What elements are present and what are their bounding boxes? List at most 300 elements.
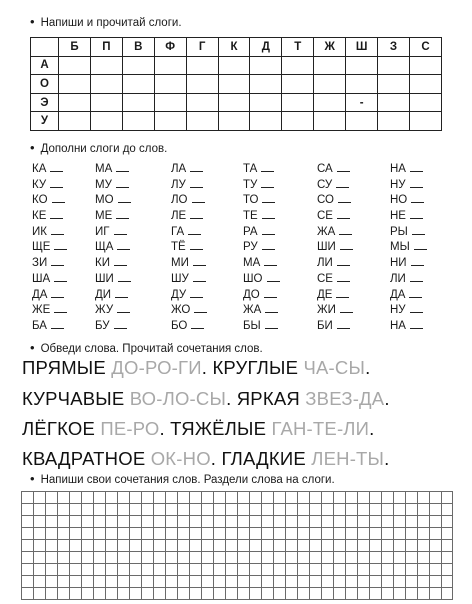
- syllable-column: [171, 162, 207, 335]
- syllable-item: [32, 288, 67, 304]
- answer-blank[interactable]: [114, 225, 127, 235]
- answer-blank[interactable]: [51, 256, 64, 266]
- consonant-header: Д: [250, 38, 282, 57]
- syllable-text: КО: [32, 194, 48, 207]
- syllable-item: [95, 319, 131, 335]
- adjective-word: ТЯЖЁЛЫЕ: [170, 418, 267, 439]
- bullet-icon: •: [30, 340, 35, 355]
- consonant-header: Ш: [346, 38, 378, 57]
- answer-blank[interactable]: [192, 193, 205, 203]
- answer-blank[interactable]: [193, 272, 206, 282]
- syllable-cell[interactable]: [59, 75, 91, 94]
- syllable-cell[interactable]: [314, 93, 346, 112]
- syllable-item: [243, 178, 280, 194]
- syllable-text: РА: [243, 225, 258, 238]
- answer-blank[interactable]: [262, 225, 275, 235]
- syllable-text: НА: [390, 319, 406, 332]
- answer-blank[interactable]: [116, 162, 129, 172]
- sentence-period: .: [201, 357, 208, 378]
- syllable-item: [171, 225, 207, 241]
- syllable-cell[interactable]: [59, 112, 91, 131]
- syllable-cell[interactable]: [218, 75, 250, 94]
- syllable-item: [95, 162, 131, 178]
- syllable-text: МА: [95, 163, 113, 175]
- syllable-text: ДЕ: [317, 288, 333, 301]
- syllable-text: ИГ: [95, 225, 110, 238]
- answer-blank[interactable]: [411, 193, 424, 203]
- syllable-item: [243, 240, 280, 256]
- syllable-cell[interactable]: [59, 56, 91, 75]
- syllable-cell[interactable]: [122, 56, 154, 75]
- syllable-text: КУ: [32, 178, 47, 191]
- syllable-cell[interactable]: [59, 93, 91, 112]
- answer-blank[interactable]: [336, 288, 349, 298]
- instruction-2-text: Дополни слоги до слов.: [40, 143, 168, 155]
- syllable-text: СО: [317, 194, 334, 207]
- syllable-cell[interactable]: [409, 112, 441, 131]
- answer-blank[interactable]: [118, 193, 131, 203]
- answer-blank[interactable]: [265, 319, 278, 329]
- syllable-column: [32, 162, 67, 335]
- table-row: [31, 112, 442, 131]
- adjective-word: КРУГЛЫЕ: [212, 357, 299, 378]
- syllable-item: [32, 178, 67, 194]
- syllable-text: ЩА: [95, 241, 114, 254]
- syllable-item: [390, 240, 427, 256]
- answer-blank[interactable]: [410, 162, 423, 172]
- sentence-period: .: [369, 418, 375, 439]
- syllable-text: ЛА: [171, 163, 187, 175]
- bullet-icon: •: [30, 140, 35, 155]
- syllable-cell[interactable]: [409, 75, 441, 94]
- answer-blank[interactable]: [410, 272, 423, 282]
- noun-syllables[interactable]: ОК-НО: [150, 448, 211, 469]
- answer-blank[interactable]: [261, 178, 274, 188]
- answer-blank[interactable]: [337, 162, 350, 172]
- table-row: [31, 75, 442, 94]
- consonant-header: В: [122, 38, 154, 57]
- syllable-cell[interactable]: [282, 56, 314, 75]
- consonant-header: Ж: [314, 38, 346, 57]
- syllable-cell[interactable]: [282, 75, 314, 94]
- syllable-item: [243, 225, 280, 241]
- syllable-item: [32, 303, 67, 319]
- syllable-text: ЖУ: [95, 304, 114, 317]
- answer-blank[interactable]: [115, 288, 128, 298]
- syllable-text: РУ: [243, 241, 258, 254]
- syllable-item: [390, 288, 427, 304]
- phrase-line: [22, 357, 370, 379]
- answer-blank[interactable]: [190, 209, 203, 219]
- syllable-item: [32, 193, 67, 209]
- syllable-text: ЛО: [171, 194, 188, 207]
- answer-blank[interactable]: [118, 272, 131, 282]
- syllable-item: [171, 303, 207, 319]
- table-row: [31, 93, 442, 112]
- syllable-item: [243, 319, 280, 335]
- syllable-text: СА: [317, 163, 333, 175]
- bullet-icon: •: [30, 471, 35, 486]
- syllable-cell[interactable]: [90, 93, 122, 112]
- consonant-header: Г: [186, 38, 218, 57]
- answer-blank[interactable]: [414, 240, 427, 250]
- table-row: [31, 56, 442, 75]
- syllable-item: [243, 209, 280, 225]
- answer-blank[interactable]: [264, 256, 277, 266]
- noun-syllables[interactable]: ЧА-СЫ: [303, 357, 366, 378]
- syllable-item: [171, 209, 207, 225]
- syllable-text: ДУ: [171, 288, 187, 301]
- syllable-text: ТЁ: [171, 241, 186, 254]
- syllable-cell[interactable]: [186, 75, 218, 94]
- answer-blank[interactable]: [188, 225, 201, 235]
- syllable-item: [390, 303, 427, 319]
- syllable-text: СЕ: [317, 272, 333, 285]
- adjective-word: КВАДРАТНОЕ: [22, 448, 146, 469]
- syllable-cell[interactable]: [250, 56, 282, 75]
- syllable-item: [32, 272, 67, 288]
- answer-blank[interactable]: [262, 193, 275, 203]
- answer-blank[interactable]: [114, 256, 127, 266]
- answer-blank[interactable]: [193, 256, 206, 266]
- answer-blank[interactable]: [412, 225, 425, 235]
- syllable-cell[interactable]: [186, 56, 218, 75]
- noun-syllables[interactable]: ЛЕН-ТЫ: [311, 448, 385, 469]
- instruction-4-text: Напиши свои сочетания слов. Раздели слова на слоги.: [40, 474, 335, 486]
- syllable-text: ШУ: [171, 272, 189, 285]
- syllable-cell[interactable]: [90, 75, 122, 94]
- adjective-word: ЯРКАЯ: [236, 388, 300, 409]
- instruction-1-text: Напиши и прочитай слоги.: [40, 17, 182, 29]
- syllable-item: [171, 288, 207, 304]
- syllable-cell[interactable]: [378, 56, 410, 75]
- syllable-item: [171, 193, 207, 209]
- answer-blank[interactable]: [261, 162, 274, 172]
- syllable-cell[interactable]: [282, 112, 314, 131]
- table-header-row: [31, 38, 442, 57]
- syllable-item: [171, 178, 207, 194]
- answer-blank[interactable]: [339, 225, 352, 235]
- syllable-cell[interactable]: [409, 56, 441, 75]
- sentence-period: .: [159, 418, 165, 439]
- syllable-text: ЖО: [171, 304, 191, 317]
- syllable-item: [317, 303, 353, 319]
- syllable-cell[interactable]: [122, 75, 154, 94]
- syllable-text: ЛИ: [317, 257, 333, 270]
- syllable-item: [317, 193, 353, 209]
- answer-blank[interactable]: [264, 288, 277, 298]
- answer-blank[interactable]: [410, 209, 423, 219]
- vowel-header: О: [31, 75, 59, 94]
- adjective-word: ГЛАДКИЕ: [221, 448, 306, 469]
- syllable-text: ШО: [243, 272, 263, 285]
- syllable-text: ДИ: [95, 288, 112, 301]
- syllable-text: БЫ: [243, 319, 261, 332]
- noun-syllables[interactable]: ДО-РО-ГИ: [111, 357, 202, 378]
- syllable-item: [95, 178, 131, 194]
- syllable-item: [243, 162, 280, 178]
- answer-blank[interactable]: [190, 178, 203, 188]
- phrase-line: [22, 448, 389, 470]
- instruction-1: [30, 14, 182, 29]
- answer-blank[interactable]: [52, 193, 65, 203]
- syllable-text: ТА: [243, 163, 258, 175]
- syllable-cell[interactable]: [314, 112, 346, 131]
- syllable-item: [390, 193, 427, 209]
- syllable-text: ЛУ: [171, 178, 186, 191]
- syllable-item: [390, 162, 427, 178]
- noun-syllables[interactable]: ЗВЕЗ-ДА: [305, 388, 385, 409]
- syllable-cell[interactable]: [378, 93, 410, 112]
- syllable-cell[interactable]: [186, 112, 218, 131]
- answer-blank[interactable]: [340, 240, 353, 250]
- phrase-line: [22, 388, 390, 410]
- syllable-cell[interactable]: [186, 93, 218, 112]
- syllable-column: [390, 162, 427, 335]
- syllable-item: [243, 288, 280, 304]
- syllable-cell[interactable]: [218, 93, 250, 112]
- answer-blank[interactable]: [116, 209, 129, 219]
- answer-blank[interactable]: [265, 303, 278, 313]
- syllable-text: МЕ: [95, 210, 113, 223]
- answer-blank[interactable]: [262, 240, 275, 250]
- syllable-text: МИ: [171, 257, 189, 270]
- syllable-text: СУ: [317, 178, 333, 191]
- syllable-item: [95, 256, 131, 272]
- answer-blank[interactable]: [51, 288, 64, 298]
- syllable-cell[interactable]: [154, 112, 186, 131]
- syllable-item: [317, 209, 353, 225]
- sentence-period: .: [365, 357, 371, 378]
- answer-blank[interactable]: [190, 288, 203, 298]
- syllable-item: [95, 225, 131, 241]
- answer-blank[interactable]: [117, 240, 130, 250]
- syllable-cell[interactable]: [346, 56, 378, 75]
- syllable-item: [317, 240, 353, 256]
- syllable-text: ДО: [243, 288, 260, 301]
- answer-blank[interactable]: [50, 162, 63, 172]
- noun-syllables[interactable]: ПЕ-РО: [100, 418, 160, 439]
- consonant-header: П: [90, 38, 122, 57]
- sentence-period: .: [210, 448, 217, 469]
- answer-blank[interactable]: [409, 288, 422, 298]
- answer-blank[interactable]: [337, 256, 350, 266]
- syllable-text: ЖИ: [317, 304, 336, 317]
- syllable-text: БУ: [95, 319, 110, 332]
- answer-blank[interactable]: [54, 303, 67, 313]
- instruction-4: [30, 471, 335, 486]
- syllable-text: ША: [32, 272, 51, 285]
- consonant-header: Т: [282, 38, 314, 57]
- syllable-text: МО: [95, 194, 114, 207]
- syllable-cell[interactable]: [154, 56, 186, 75]
- answer-blank[interactable]: [190, 240, 203, 250]
- answer-blank[interactable]: [338, 193, 351, 203]
- syllable-item: [171, 319, 207, 335]
- syllable-cell[interactable]: [282, 93, 314, 112]
- syllable-cell[interactable]: [409, 93, 441, 112]
- answer-blank[interactable]: [54, 272, 67, 282]
- syllable-item: [390, 209, 427, 225]
- syllable-item: [171, 240, 207, 256]
- syllable-item: [317, 272, 353, 288]
- syllable-cell[interactable]: [90, 56, 122, 75]
- syllable-text: ЖА: [317, 225, 336, 238]
- syllable-item: [317, 162, 353, 178]
- answer-blank[interactable]: [117, 303, 130, 313]
- consonant-header: Б: [59, 38, 91, 57]
- bullet-icon: •: [30, 14, 35, 29]
- answer-blank[interactable]: [340, 303, 353, 313]
- syllable-item: [95, 303, 131, 319]
- syllable-text: МЫ: [390, 241, 410, 254]
- syllable-text: НО: [390, 194, 408, 207]
- answer-blank[interactable]: [190, 162, 203, 172]
- sentence-period: .: [384, 388, 390, 409]
- answer-blank[interactable]: [51, 225, 64, 235]
- syllable-text: НИ: [390, 257, 407, 270]
- instruction-3: [30, 340, 263, 355]
- syllable-text: ТЕ: [243, 210, 258, 223]
- syllable-cell[interactable]: [314, 75, 346, 94]
- answer-blank[interactable]: [337, 209, 350, 219]
- syllable-cell[interactable]: [314, 56, 346, 75]
- syllable-cell[interactable]: [346, 75, 378, 94]
- syllable-text: ГА: [171, 225, 185, 238]
- syllable-cell[interactable]: [378, 112, 410, 131]
- syllable-item: [243, 272, 280, 288]
- consonant-header: Ф: [154, 38, 186, 57]
- syllable-item: [243, 193, 280, 209]
- answer-blank[interactable]: [54, 240, 67, 250]
- syllable-cell[interactable]: [378, 75, 410, 94]
- syllable-cell[interactable]: [122, 112, 154, 131]
- answer-blank[interactable]: [410, 178, 423, 188]
- syllable-completion-grid: [32, 162, 452, 334]
- syllable-item: [243, 303, 280, 319]
- syllable-item: [171, 162, 207, 178]
- syllable-text: МУ: [95, 178, 112, 191]
- syllable-cell[interactable]: [250, 93, 282, 112]
- syllable-text: ДА: [32, 288, 48, 301]
- sentence-period: .: [226, 388, 232, 409]
- noun-syllables[interactable]: ГАН-ТЕ-ЛИ: [271, 418, 370, 439]
- syllable-item: [32, 162, 67, 178]
- syllable-text: ТО: [243, 194, 259, 207]
- syllable-text: ЖЕ: [32, 304, 51, 317]
- syllable-cell[interactable]: [250, 75, 282, 94]
- syllable-text: ЖА: [243, 304, 262, 317]
- answer-blank[interactable]: [51, 319, 64, 329]
- syllable-cell[interactable]: [154, 93, 186, 112]
- syllable-item: [317, 256, 353, 272]
- syllable-column: [317, 162, 353, 335]
- syllable-text: ЩЕ: [32, 241, 51, 254]
- syllable-text: ЛИ: [390, 272, 406, 285]
- syllable-text: НУ: [390, 178, 406, 191]
- syllable-item: [390, 272, 427, 288]
- syllable-text: БА: [32, 319, 47, 332]
- consonant-header: З: [378, 38, 410, 57]
- answer-blank[interactable]: [262, 209, 275, 219]
- noun-syllables[interactable]: ВО-ЛО-СЫ: [129, 388, 227, 409]
- syllable-text: СЕ: [317, 210, 333, 223]
- syllable-cell[interactable]: [346, 112, 378, 131]
- answer-blank[interactable]: [411, 256, 424, 266]
- syllable-item: [32, 319, 67, 335]
- syllable-cell[interactable]: [122, 93, 154, 112]
- syllable-item: [390, 256, 427, 272]
- answer-blank[interactable]: [337, 319, 350, 329]
- answer-blank[interactable]: [410, 303, 423, 313]
- sentence-period: .: [384, 448, 390, 469]
- syllable-item: [390, 225, 427, 241]
- answer-blank[interactable]: [116, 178, 129, 188]
- syllable-text: ТУ: [243, 178, 258, 191]
- syllable-cell[interactable]: [90, 112, 122, 131]
- syllable-text: ЗИ: [32, 257, 48, 270]
- syllable-text: МА: [243, 257, 261, 270]
- answer-blank[interactable]: [194, 303, 207, 313]
- adjective-word: ПРЯМЫЕ: [22, 357, 106, 378]
- syllable-text: БО: [171, 319, 188, 332]
- syllable-item: [390, 178, 427, 194]
- adjective-word: ЛЁГКОЕ: [22, 418, 96, 439]
- instruction-3-text: Обведи слова. Прочитай сочетания слов.: [40, 343, 263, 355]
- syllable-text: ИК: [32, 225, 47, 238]
- syllable-text: БИ: [317, 319, 333, 332]
- answer-blank[interactable]: [410, 319, 423, 329]
- syllable-cell[interactable]: [250, 112, 282, 131]
- syllable-item: [95, 288, 131, 304]
- syllable-cell[interactable]: [154, 75, 186, 94]
- table-corner-cell: [31, 38, 59, 57]
- syllable-item: [32, 225, 67, 241]
- vowel-header: А: [31, 56, 59, 75]
- syllable-cell[interactable]: [218, 112, 250, 131]
- syllable-text: КИ: [95, 257, 110, 270]
- syllable-table: [30, 37, 442, 131]
- answer-blank[interactable]: [267, 272, 280, 282]
- answer-blank[interactable]: [337, 272, 350, 282]
- syllable-item: [32, 209, 67, 225]
- syllable-item: [95, 240, 131, 256]
- answer-blank[interactable]: [50, 209, 63, 219]
- answer-blank[interactable]: [50, 178, 63, 188]
- syllable-text: НА: [390, 163, 406, 175]
- syllable-item: [32, 240, 67, 256]
- answer-blank[interactable]: [336, 178, 349, 188]
- phrase-line: [22, 418, 375, 440]
- syllable-item: [171, 256, 207, 272]
- instruction-2: [30, 140, 167, 155]
- syllable-item: [32, 256, 67, 272]
- consonant-header: К: [218, 38, 250, 57]
- syllable-cell[interactable]: -: [346, 93, 378, 112]
- syllable-column: [95, 162, 131, 335]
- answer-blank[interactable]: [114, 319, 127, 329]
- adjective-word: КУРЧАВЫЕ: [22, 388, 125, 409]
- syllable-item: [390, 319, 427, 335]
- syllable-text: ДА: [390, 288, 406, 301]
- syllable-cell[interactable]: [218, 56, 250, 75]
- syllable-text: РЫ: [390, 225, 408, 238]
- vowel-header: У: [31, 112, 59, 131]
- syllable-item: [317, 288, 353, 304]
- writing-grid[interactable]: [21, 491, 453, 600]
- syllable-item: [95, 272, 131, 288]
- answer-blank[interactable]: [191, 319, 204, 329]
